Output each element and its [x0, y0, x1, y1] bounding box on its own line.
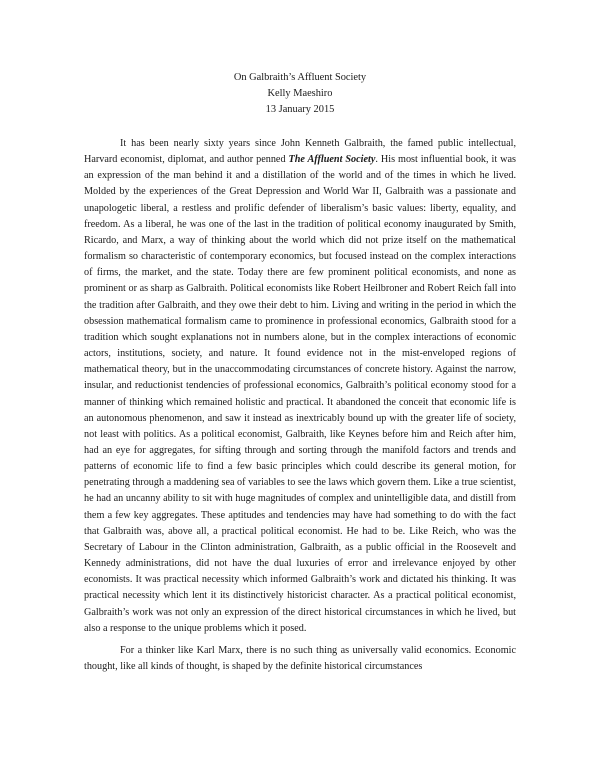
paragraph-1-body: . His most influential book, it was an expression of the man behind it and a distillation of the world and of the times in which he lived. Molded by the experiences of the Great Depression and World War II, Galbraith was a passionate and unapologetic liberal, a restless and prolific defender of liberalism’s basic values: liberty, equality, and freedom. As a liberal, he was one of the last in the tradition of political economy inaugurated by Smith, Ricardo, and Marx, a way of thinking about the world which did not prize itself on the mathematical formalism so characteristic of contemporary economics, but focused instead on the complex interactions of firms, the market, and the state. Today there are few prominent political economists, and none as prominent or as sharp as Galbraith. Political economists like Robert Heilbroner and Robert Reich fall into the tradition after Galbraith, and they owe their debt to him. Living and writing in the period in which the obsession mathematical formalism came to prominence in professional economics, Galbraith stood for a tradition which sought explanations not in numbers alone, but in the complex interactions of economic actors, institutions, society, and nature. It found evidence not in the mist-enveloped regions of mathematical theory, but in the unaccommodating circumstances of concrete history. Against the narrow, insular, and reductionist tendencies of professional economics, Galbraith’s political economy stood for a manner of thinking which remained holistic and practical. It abandoned the conceit that economic life is an autonomous phenomenon, and saw it instead as inextricably bound up with the greater life of society, not least with politics. As a political economist, Galbraith, like Keynes before him and Reich after him, had an eye for aggregates, for sifting through and sorting through the manifold factors and trends and patterns of economic life to find a few basic principles which could describe its general motion, for penetrating through a maddening sea of variables to see the laws which govern them. Like a true scientist, he had an uncanny ability to sit with huge magnitudes of complex and unintelligible data, and distill from them a few key aggregates. These aptitudes and tendencies may have had something to do with the fact that Galbraith was, above all, a practical political economist. He had to be. Like Reich, who was the Secretary of Labour in the Clinton administration, Galbraith, as a public official in the Roosevelt and Kennedy administrations, did not have the dual luxuries of error and irrelevance enjoyed by other economists. It was practical necessity which informed Galbraith’s work and dictated his thinking. It was practical necessity which lent it its distinctively historicist character. As a practical political economist, Galbraith’s work was not only an expression of the direct historical circumstances in which he lived, but also a response to the unique problems which it posed.	[84, 154, 516, 634]
document-header	[0, 70, 600, 118]
book-title: The Affluent Society	[288, 154, 376, 166]
document-body	[84, 136, 516, 675]
paragraph-1-intro: It has been nearly sixty years since John Kenneth Galbraith, the famed public intellectual, Harvard economist, diplomat, and author penned	[84, 138, 516, 166]
paragraph-1	[84, 136, 516, 637]
document-title: On Galbraith’s Affluent Society	[233, 72, 367, 83]
paragraph-2: For a thinker like Karl Marx, there is no such thing as universally valid economics. Economic thought, like all kinds of thought, is shaped by the definite historical circumstances	[84, 644, 516, 672]
document-date: 13 January 2015	[265, 104, 335, 115]
document-author: Kelly Maeshiro	[267, 88, 333, 99]
